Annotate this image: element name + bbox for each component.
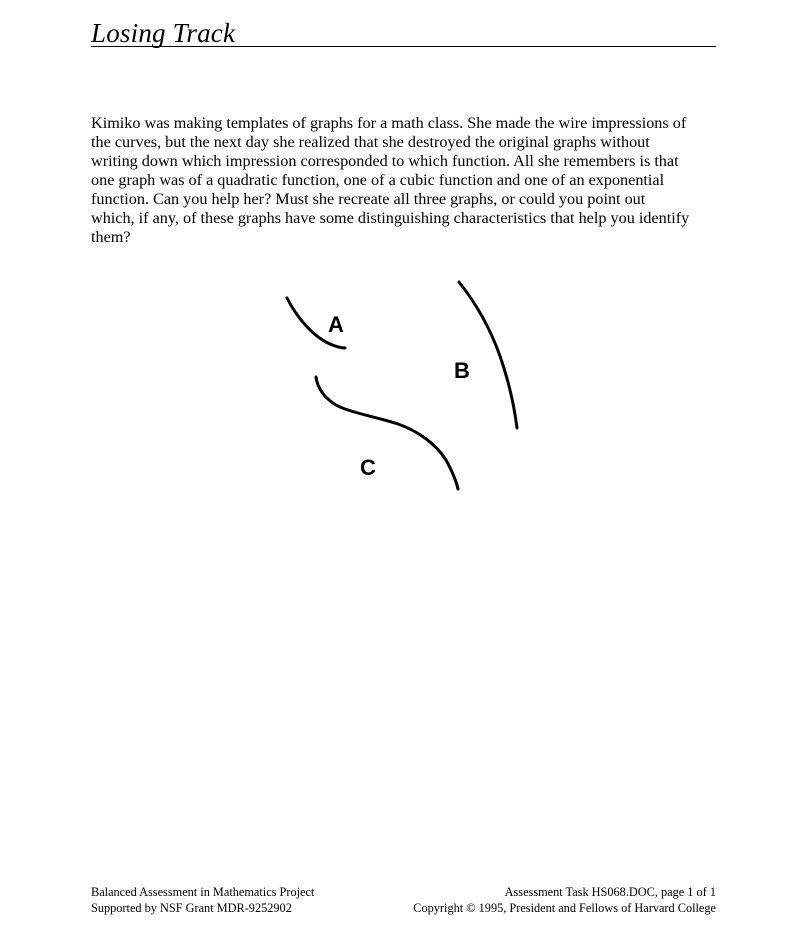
curve-b — [459, 282, 517, 428]
paragraph-line: one graph was of a quadratic function, one of a cubic function and one of an exponential — [91, 171, 665, 189]
paragraph-line: which, if any, of these graphs have some distinguishing characteristics that help you identify — [91, 209, 690, 227]
footer-copyright: Copyright © 1995, President and Fellows of Harvard College — [413, 900, 716, 915]
footer-left — [91, 885, 314, 916]
label-b: B — [454, 358, 470, 383]
paragraph-line: function. Can you help her? Must she recreate all three graphs, or could you point out — [91, 190, 646, 208]
footer-task: Assessment Task HS068.DOC, page 1 of 1 — [504, 885, 716, 899]
paragraph-line: them? — [91, 228, 131, 246]
label-c: C — [360, 455, 376, 480]
curve-c — [316, 377, 458, 489]
paragraph-line: Kimiko was making templates of graphs for a math class. She made the wire impressions of — [91, 114, 687, 132]
paragraph-line: the curves, but the next day she realized that she destroyed the original graphs without — [91, 133, 650, 151]
paragraph-line: writing down which impression corresponded to which function. All she remembers is that — [91, 152, 679, 170]
footer-project: Balanced Assessment in Mathematics Project — [91, 885, 315, 899]
page-title: Losing Track — [91, 18, 236, 48]
footer-right — [413, 885, 716, 916]
label-a: A — [328, 312, 344, 337]
footer-grant: Supported by NSF Grant MDR-9252902 — [91, 900, 292, 915]
